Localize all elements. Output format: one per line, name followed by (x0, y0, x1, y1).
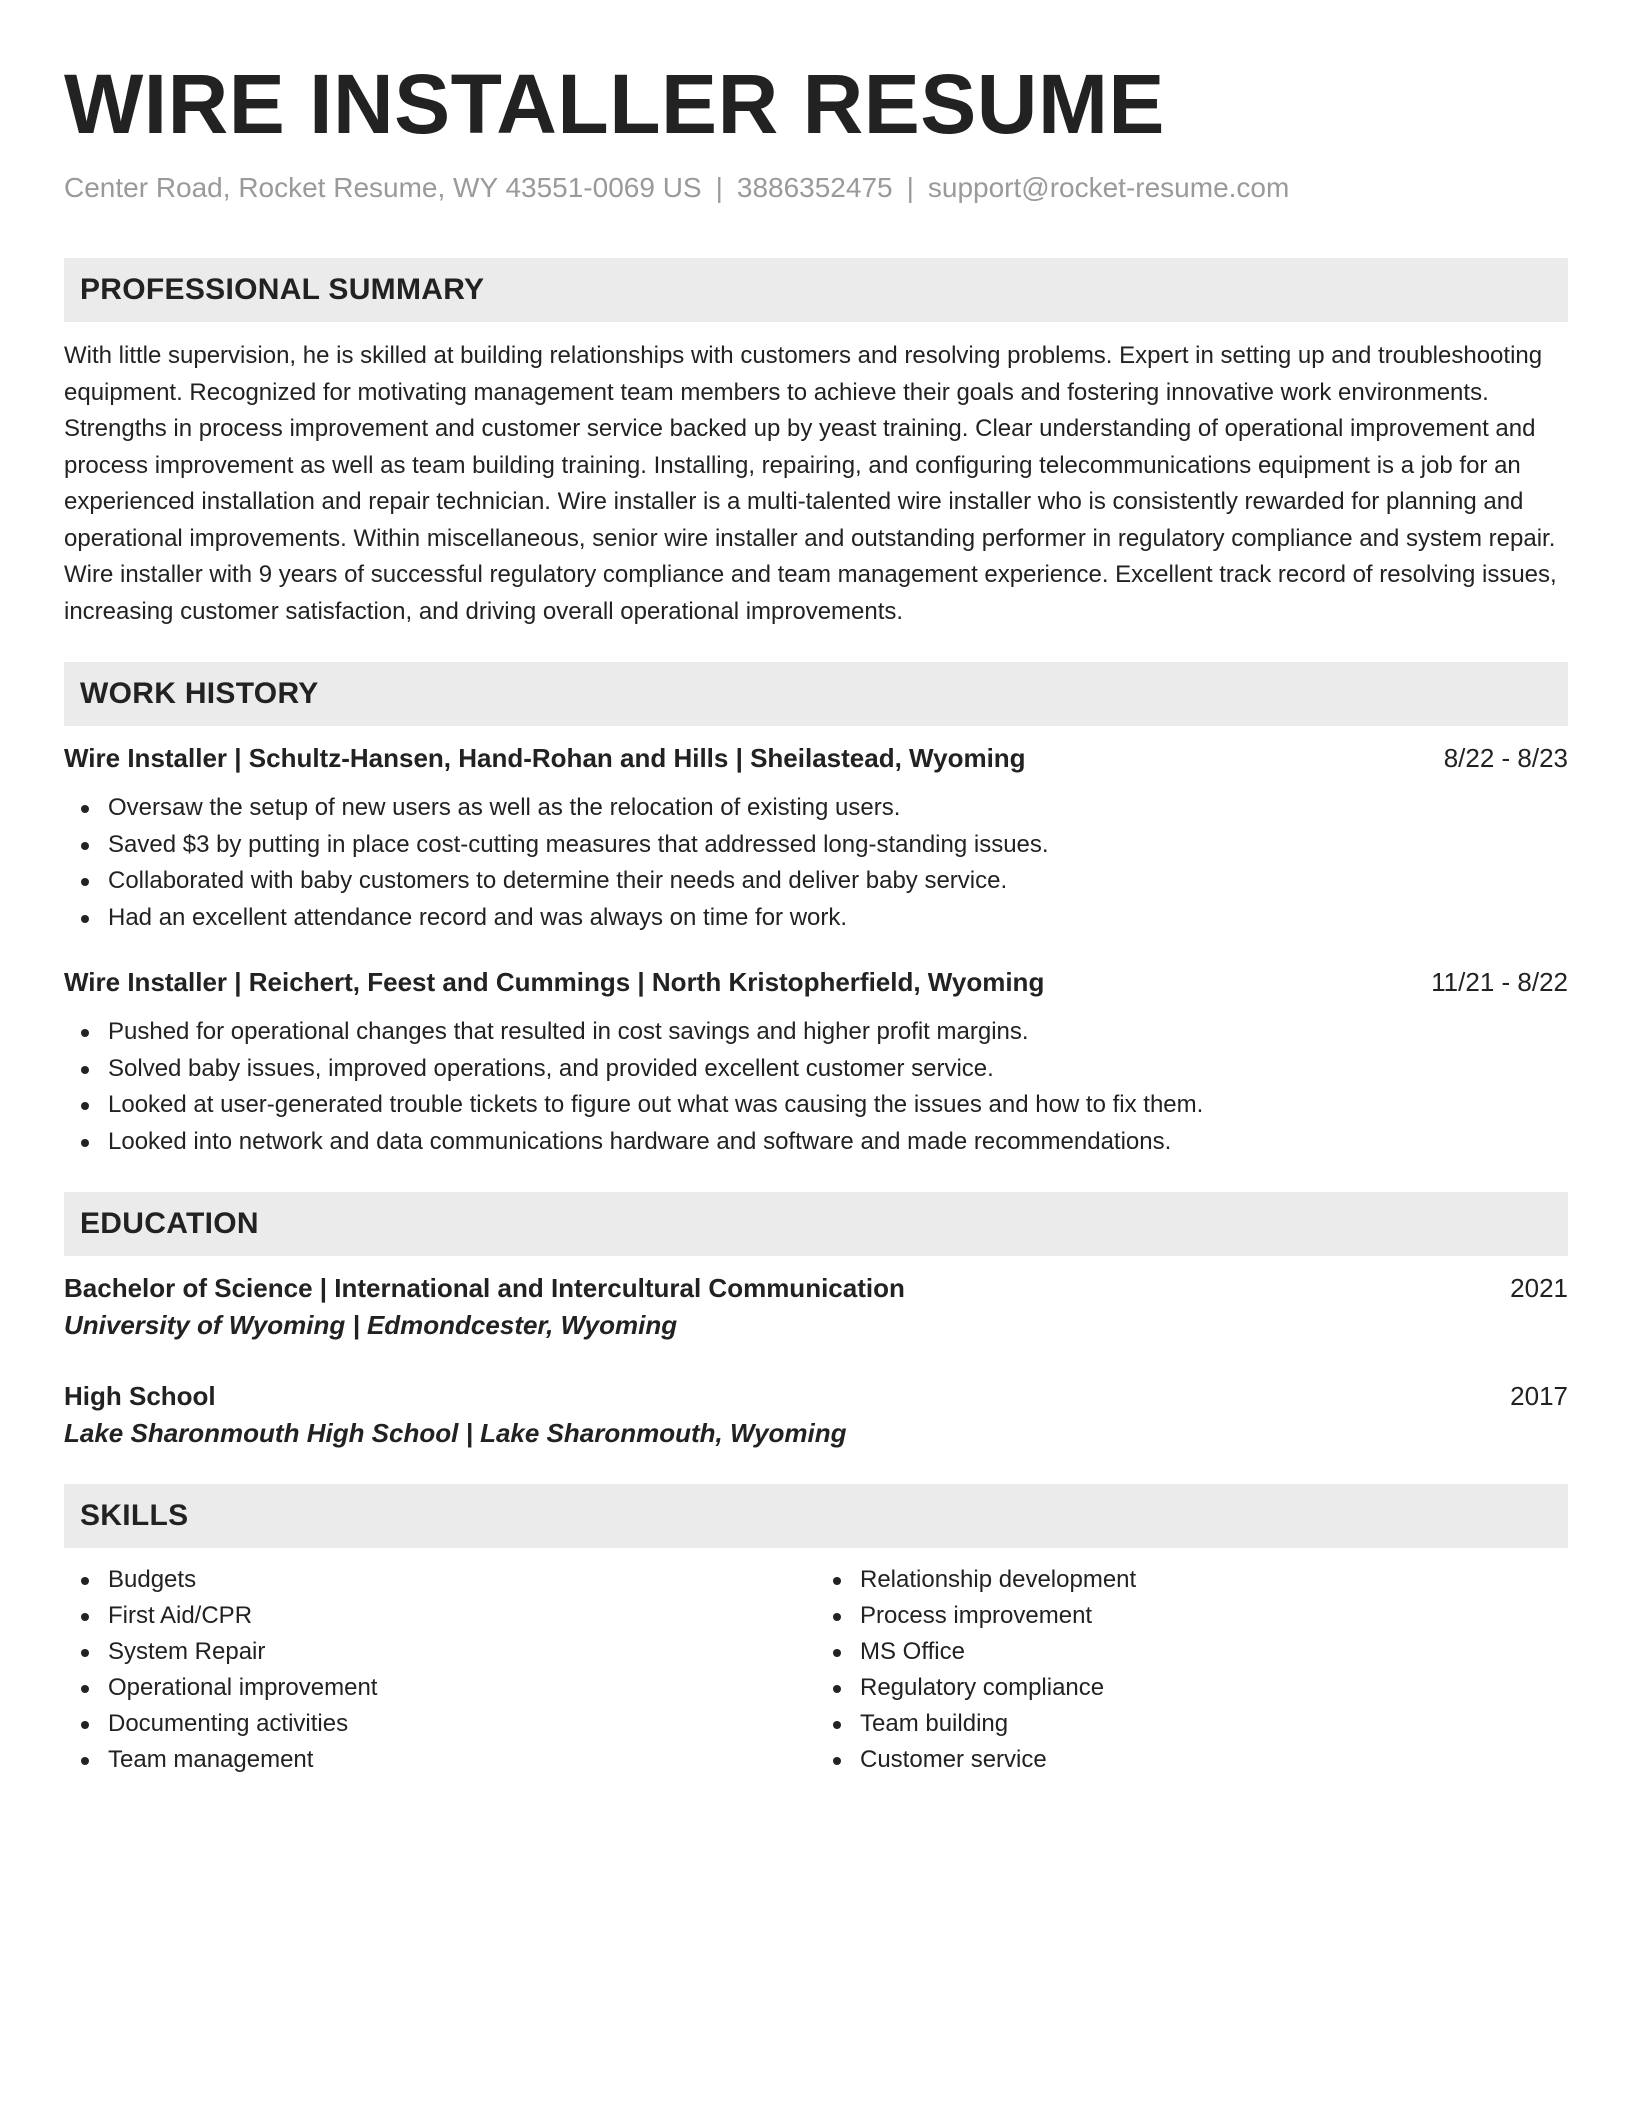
education-year: 2021 (1510, 1273, 1568, 1303)
job-title: Wire Installer | Schultz-Hansen, Hand-Rohan and Hills | Sheilastead, Wyoming (64, 743, 1026, 773)
skill-item: Team building (816, 1706, 1568, 1742)
summary-text: With little supervision, he is skilled at building relationships with customers and resolving problems. Expert in setting up and troubleshooting equipment. Recognized for motivating management team members to achieve their goals and fostering innovative work environments. Strengths in process improvement and customer service backed up by yeast training. Clear understanding of operational improvement and process improvement as well as team building training. Installing, repairing, and configuring telecommunications equipment is a job for an experienced installation and repair technician. Wire installer is a multi-talented wire installer who is consistently rewarded for planning and operational improvements. Within miscellaneous, senior wire installer and outstanding performer in regulatory compliance and system repair. Wire installer with 9 years of successful regulatory compliance and team management experience. Excellent track record of resolving issues, increasing customer satisfaction, and driving overall operational improvements. (64, 342, 1557, 625)
section-header-education: EDUCATION (64, 1192, 1568, 1256)
education-year: 2017 (1510, 1381, 1568, 1411)
education-entry (64, 1378, 1568, 1452)
job-bullet: Looked at user-generated trouble tickets to figure out what was causing the issues and how to fix them. (64, 1087, 1568, 1124)
skill-item: First Aid/CPR (64, 1598, 816, 1634)
contact-address: Center Road, Rocket Resume, WY 43551-0069 US (64, 172, 702, 203)
skill-item: Relationship development (816, 1562, 1568, 1598)
contact-separator: | (906, 172, 914, 203)
section-header-work-history: WORK HISTORY (64, 662, 1568, 726)
skill-item: Operational improvement (64, 1670, 816, 1706)
section-header-summary: PROFESSIONAL SUMMARY (64, 258, 1568, 322)
job-header (64, 740, 1568, 776)
skill-item: Team management (64, 1742, 816, 1778)
education-school: University of Wyoming | Edmondcester, Wyoming (64, 1310, 678, 1340)
resume-title: WIRE INSTALLER RESUME (64, 57, 1165, 151)
section-header-skills: SKILLS (64, 1484, 1568, 1548)
job-bullet: Oversaw the setup of new users as well as the relocation of existing users. (64, 790, 1568, 827)
job-dates: 11/21 - 8/22 (1431, 967, 1568, 997)
contact-email: support@rocket-resume.com (927, 172, 1290, 203)
job-bullet: Solved baby issues, improved operations, and provided excellent customer service. (64, 1051, 1568, 1088)
job-entry (64, 964, 1568, 1160)
skill-item: Customer service (816, 1742, 1568, 1778)
skills-columns (64, 1562, 1568, 1778)
job-bullets (64, 1014, 1568, 1160)
job-entry (64, 740, 1568, 936)
job-dates: 8/22 - 8/23 (1443, 743, 1568, 773)
contact-phone: 3886352475 (736, 172, 893, 203)
job-bullets (64, 790, 1568, 936)
education-school: Lake Sharonmouth High School | Lake Sharonmouth, Wyoming (64, 1418, 847, 1448)
skill-item: Process improvement (816, 1598, 1568, 1634)
education-degree: Bachelor of Science | International and Intercultural Communication (64, 1273, 905, 1303)
education-degree: High School (64, 1381, 216, 1411)
job-title: Wire Installer | Reichert, Feest and Cummings | North Kristopherfield, Wyoming (64, 967, 1045, 997)
education-header (64, 1270, 1568, 1306)
skill-item: Regulatory compliance (816, 1670, 1568, 1706)
education-header (64, 1378, 1568, 1414)
job-header (64, 964, 1568, 1000)
job-bullet: Collaborated with baby customers to determine their needs and deliver baby service. (64, 863, 1568, 900)
contact-line (64, 170, 1568, 206)
skills-list-right (816, 1562, 1568, 1778)
education-entry (64, 1270, 1568, 1344)
skill-item: MS Office (816, 1634, 1568, 1670)
job-bullet: Had an excellent attendance record and was always on time for work. (64, 900, 1568, 937)
skill-item: System Repair (64, 1634, 816, 1670)
job-bullet: Pushed for operational changes that resulted in cost savings and higher profit margins. (64, 1014, 1568, 1051)
contact-separator: | (715, 172, 723, 203)
skills-list-left (64, 1562, 816, 1778)
job-bullet: Saved $3 by putting in place cost-cutting measures that addressed long-standing issues. (64, 827, 1568, 864)
skill-item: Budgets (64, 1562, 816, 1598)
job-bullet: Looked into network and data communications hardware and software and made recommendations. (64, 1124, 1568, 1161)
skill-item: Documenting activities (64, 1706, 816, 1742)
